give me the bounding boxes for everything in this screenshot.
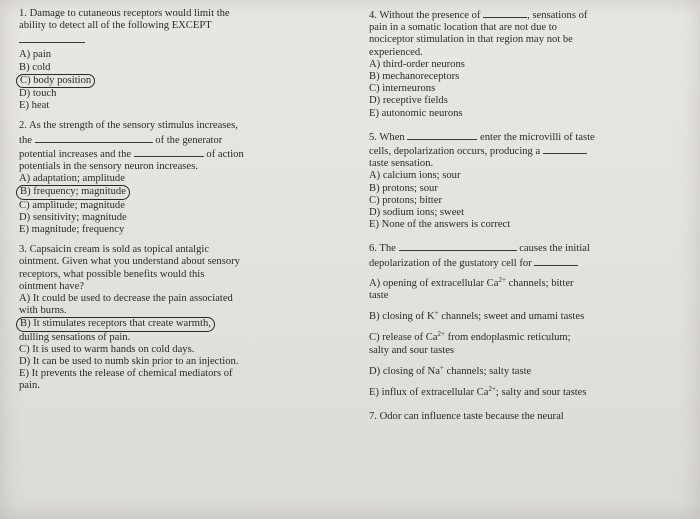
q1-answer-blank <box>19 34 85 43</box>
q6-option-b <box>369 307 687 323</box>
q1-stem-line-1: 1. Damage to cutaneous receptors would limit the <box>19 8 230 19</box>
q3-option-a-line-1: A) It could be used to decrease the pain associated <box>19 293 233 305</box>
q4-stem-line-2: pain in a somatic location that are not due to <box>369 22 557 34</box>
q6-stem-line-1 <box>369 241 687 255</box>
q5-option-e: E) None of the answers is correct <box>369 219 511 231</box>
q4-option-b: B) mechanoreceptors <box>369 71 460 83</box>
q6-blank-2 <box>534 256 578 266</box>
q6-option-d-charge: + <box>439 363 444 372</box>
q6-blank-1 <box>399 241 517 251</box>
q6-option-c-charge: 2+ <box>437 330 445 339</box>
q3-stem-line-3: receptors, what possible benefits would this <box>19 268 205 280</box>
q6-option-b-text-2: channels; sweet and umami tastes <box>438 311 585 323</box>
q6-option-b-text-1: B) closing of K <box>369 311 435 323</box>
question-5 <box>369 130 687 232</box>
question-4 <box>369 8 687 120</box>
q3-option-c: C) It is used to warm hands on cold days. <box>19 343 195 355</box>
q1-option-a: A) pain <box>19 49 52 61</box>
q5-stem-line-1-end: enter the microvilli of taste <box>480 131 595 143</box>
q2-blank-1 <box>35 133 153 143</box>
question-2 <box>19 120 337 236</box>
q1-option-c-circled: C) body position <box>16 74 95 88</box>
question-3 <box>19 244 337 392</box>
q6-option-d-text-1: D) closing of Na <box>369 365 440 377</box>
q6-option-a-text-2: channels; bitter <box>505 277 574 289</box>
q5-blank-2 <box>543 144 587 154</box>
left-column <box>19 8 337 400</box>
q2-stem-line-3-end: of action <box>206 148 244 160</box>
q7-stem-line-1: 7. Odor can influence taste because the neural <box>369 411 564 423</box>
q6-option-e-text-1: E) influx of extracellular Ca <box>369 387 489 399</box>
q6-option-b-charge: + <box>434 309 439 318</box>
q1-option-b: B) cold <box>19 61 51 73</box>
q6-option-a-line-1 <box>369 274 687 290</box>
q2-option-d: D) sensitivity; magnitude <box>19 211 127 223</box>
q4-stem-line-4: experienced. <box>369 46 423 58</box>
q6-option-e-charge: 2+ <box>488 385 496 394</box>
q2-stem-line-2 <box>19 133 337 147</box>
q3-stem-line-1: 3. Capsaicin cream is sold as topical antalgic <box>19 244 210 256</box>
q4-option-c: C) interneurons <box>369 83 436 95</box>
q4-stem-line-1 <box>369 8 687 22</box>
q5-stem-line-2 <box>369 144 687 158</box>
q5-blank-1 <box>407 130 477 140</box>
q2-stem-line-2-end: of the generator <box>155 134 223 146</box>
q4-option-a: A) third-order neurons <box>369 58 465 70</box>
q6-option-a-text-1: A) opening of extracellular Ca <box>369 277 499 289</box>
q1-option-d: D) touch <box>19 88 57 100</box>
q6-stem-line-2-text: depolarization of the gustatory cell for <box>369 257 532 269</box>
q4-option-e: E) autonomic neurons <box>369 107 463 119</box>
q4-option-d: D) receptive fields <box>369 95 448 107</box>
q3-option-a-line-2: with burns. <box>19 305 67 317</box>
question-7 <box>369 411 687 423</box>
q2-blank-2 <box>134 147 204 157</box>
q6-option-a-charge: 2+ <box>498 275 506 284</box>
q6-option-c-line-1 <box>369 328 687 344</box>
q4-stem-line-1-start: 4. Without the presence of <box>369 10 481 21</box>
q3-option-b-line-2: dulling sensations of pain. <box>19 331 131 343</box>
q5-stem-line-1 <box>369 130 687 144</box>
q6-option-a-line-2: taste <box>369 290 389 302</box>
q6-option-e <box>369 383 687 399</box>
q3-option-d: D) It can be used to numb skin prior to an injection. <box>19 356 239 368</box>
q6-option-c-line-2: salty and sour tastes <box>369 344 455 356</box>
q3-option-e-line-1: E) It prevents the release of chemical mediators of <box>19 368 233 380</box>
q3-option-b-line-1: B) It stimulates receptors that create warmth, <box>16 317 215 331</box>
q1-option-e: E) heat <box>19 100 50 112</box>
q3-option-e-line-2: pain. <box>19 380 40 392</box>
q5-option-b: B) protons; sour <box>369 182 438 194</box>
q6-option-d-text-2: channels; salty taste <box>443 365 532 377</box>
q2-stem-line-1: 2. As the strength of the sensory stimulus increases, <box>19 120 238 132</box>
question-1 <box>19 8 337 112</box>
q2-option-a: A) adaptation; amplitude <box>19 173 125 185</box>
q4-stem-line-1-end: , sensations of <box>527 10 588 21</box>
q6-stem-line-1-end: causes the initial <box>519 243 590 255</box>
q2-option-e: E) magnitude; frequency <box>19 224 125 236</box>
q3-stem-line-4: ointment have? <box>19 280 85 292</box>
q5-stem-line-2-text: cells, depolarization occurs, producing a <box>369 146 541 158</box>
question-6 <box>369 241 687 399</box>
q6-option-e-text-2: ; salty and sour tastes <box>495 387 587 399</box>
q4-stem-line-3: nociceptor stimulation in that region may not be <box>369 34 573 46</box>
q6-option-c-text-1: C) release of Ca <box>369 332 438 344</box>
q2-stem-line-3 <box>19 147 337 161</box>
q2-option-c: C) amplitude; magnitude <box>19 199 125 211</box>
q6-stem-line-2 <box>369 256 687 270</box>
q3-stem-line-2: ointment. Given what you understand about sensory <box>19 256 240 268</box>
q6-option-c-text-2: from endoplasmic reticulum; <box>445 332 571 344</box>
q4-blank <box>483 8 527 18</box>
q2-stem-line-4: potentials in the sensory neuron increases. <box>19 161 198 173</box>
q5-stem-line-3: taste sensation. <box>369 158 434 170</box>
q5-option-a: A) calcium ions; sour <box>369 170 461 182</box>
q5-option-d: D) sodium ions; sweet <box>369 207 465 219</box>
q2-option-b-circled: B) frequency; magnitude <box>16 185 130 199</box>
q5-stem-line-1-start: 5. When <box>369 131 405 143</box>
q6-option-d <box>369 362 687 378</box>
q5-option-c: C) protons; bitter <box>369 194 442 206</box>
q2-stem-line-3-start: potential increases and the <box>19 148 132 160</box>
q2-stem-line-2-start: the <box>19 134 32 146</box>
right-column <box>369 8 687 430</box>
q6-stem-line-1-start: 6. The <box>369 243 396 255</box>
q1-stem-line-2: ability to detect all of the following EXCEPT <box>19 20 212 32</box>
